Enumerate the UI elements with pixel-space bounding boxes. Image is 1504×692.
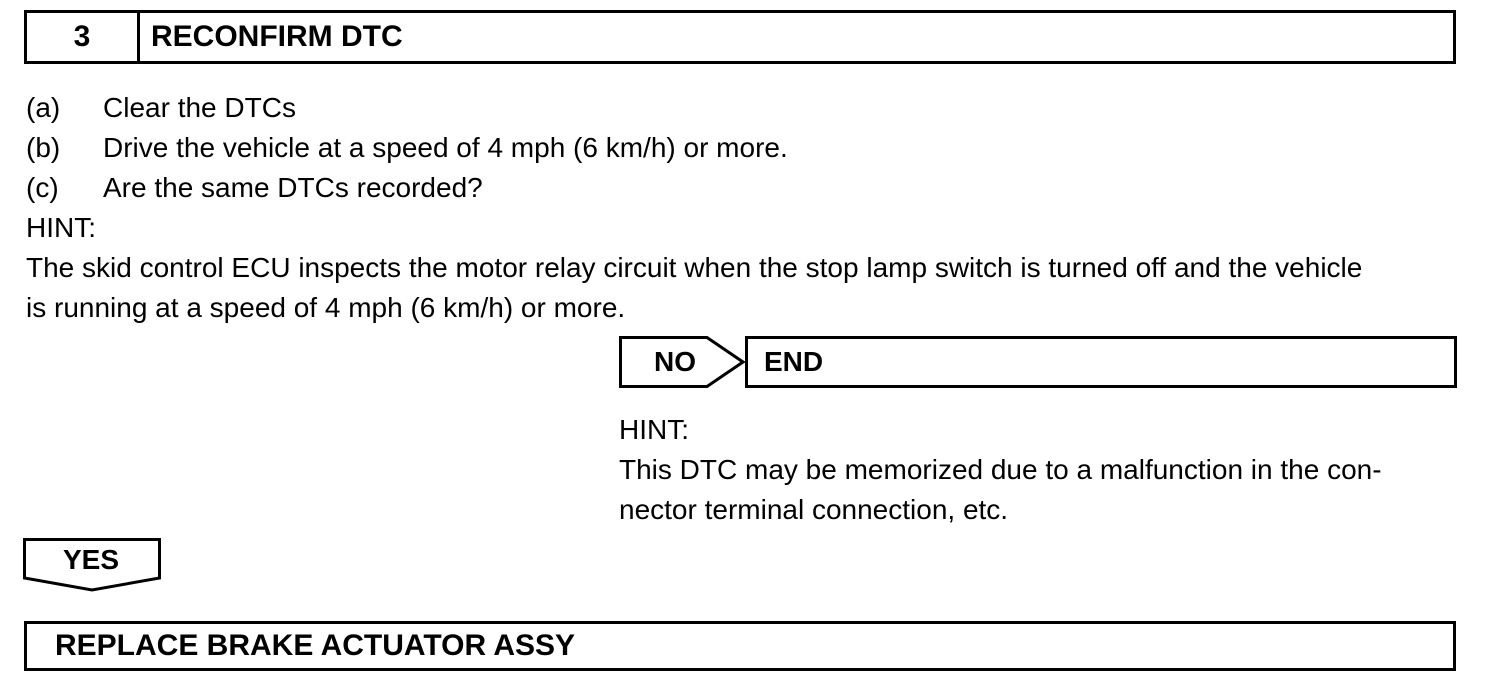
yes-branch-label: YES — [62, 544, 120, 575]
step-header — [24, 10, 1456, 64]
hint-line-2: is running at a speed of 4 mph (6 km/h) or more. — [26, 292, 626, 323]
action-text: REPLACE BRAKE ACTUATOR ASSY — [55, 629, 576, 662]
hint-label: HINT: — [26, 212, 96, 243]
item-a-letter: (a) — [26, 92, 61, 123]
no-hint-line-1: This DTC may be memorized due to a malfunction in the con- — [619, 454, 1382, 485]
no-result-text: END — [764, 346, 824, 377]
item-c-text: Are the same DTCs recorded? — [103, 172, 483, 203]
step-title: RECONFIRM DTC — [151, 20, 403, 53]
item-b-text: Drive the vehicle at a speed of 4 mph (6 km/h) or more. — [103, 132, 788, 163]
no-result-box — [745, 336, 1457, 388]
item-a-text: Clear the DTCs — [103, 92, 296, 123]
step-number: 3 — [27, 13, 140, 61]
no-hint-label: HINT: — [619, 414, 689, 445]
item-c-letter: (c) — [26, 172, 59, 203]
no-hint-line-2: nector terminal connection, etc. — [619, 494, 1009, 525]
hint-line-1: The skid control ECU inspects the motor relay circuit when the stop lamp switch is turned off and the vehicle — [26, 252, 1363, 283]
item-b-letter: (b) — [26, 132, 61, 163]
no-branch-label: NO — [654, 346, 696, 377]
action-box — [24, 621, 1456, 671]
